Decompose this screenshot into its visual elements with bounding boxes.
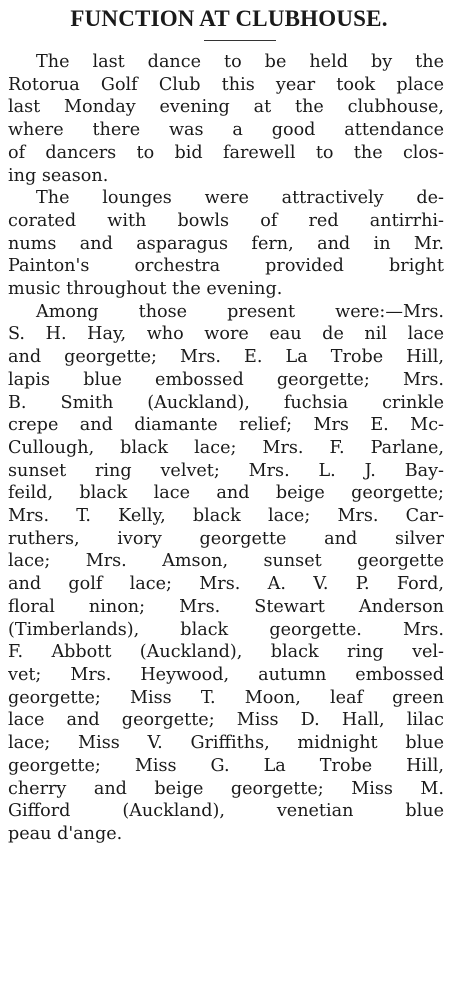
text-line: Painton's orchestra provided bright [8,256,444,277]
headline-rule [204,40,276,41]
text-line: ruthers, ivory georgette and silver [8,528,444,549]
text-line: georgette; Miss T. Moon, leaf green [8,687,444,708]
text-line: Among those present were:—Mrs. [36,301,444,322]
text-line: Gifford (Auckland), venetian blue [8,801,444,822]
text-line: B. Smith (Auckland), fuchsia crinkle [8,392,444,413]
text-line: crepe and diamante relief; Mrs E. Mc- [8,415,444,436]
text-line: floral ninon; Mrs. Stewart Anderson [8,596,444,617]
text-line: and golf lace; Mrs. A. V. P. Ford, [8,574,444,595]
text-line: and georgette; Mrs. E. La Trobe Hill, [8,347,444,368]
text-line: ing season. [8,165,109,186]
text-line: Mrs. T. Kelly, black lace; Mrs. Car- [8,506,444,527]
text-line: (Timberlands), black georgette. Mrs. [8,619,444,640]
text-line: corated with bowls of red antirrhi- [8,210,444,231]
text-line: F. Abbott (Auckland), black ring vel- [8,642,444,663]
text-line: lace and georgette; Miss D. Hall, lilac [8,710,444,731]
text-line: lace; Mrs. Amson, sunset georgette [8,551,444,572]
text-line: Rotorua Golf Club this year took place [8,74,444,95]
text-line: cherry and beige georgette; Miss M. [8,778,444,799]
article-paragraph-2 [8,187,444,301]
text-line: The last dance to be held by the [36,52,444,72]
article-headline: FUNCTION AT CLUBHOUSE. [70,6,388,31]
text-line: lace; Miss V. Griffiths, midnight blue [8,733,444,754]
text-line: last Monday evening at the clubhouse, [8,97,444,118]
text-line: sunset ring velvet; Mrs. L. J. Bay- [8,460,444,481]
text-line: where there was a good attendance [8,120,444,141]
text-line: feild, black lace and beige georgette; [8,483,444,504]
text-line: vet; Mrs. Heywood, autumn embossed [8,664,444,685]
article-paragraph-1 [8,51,444,187]
text-line: peau d'ange. [8,823,123,844]
text-line: S. H. Hay, who wore eau de nil lace [8,324,444,345]
article-paragraph-3 [8,301,444,846]
text-line: nums and asparagus fern, and in Mr. [8,233,444,254]
text-line: of dancers to bid farewell to the clos- [8,142,444,163]
text-line: Cullough, black lace; Mrs. F. Parlane, [8,437,444,458]
text-line: lapis blue embossed georgette; Mrs. [8,369,444,390]
text-line: georgette; Miss G. La Trobe Hill, [8,755,444,776]
text-line: The lounges were attractively de- [36,188,444,209]
text-line: music throughout the evening. [8,279,283,300]
